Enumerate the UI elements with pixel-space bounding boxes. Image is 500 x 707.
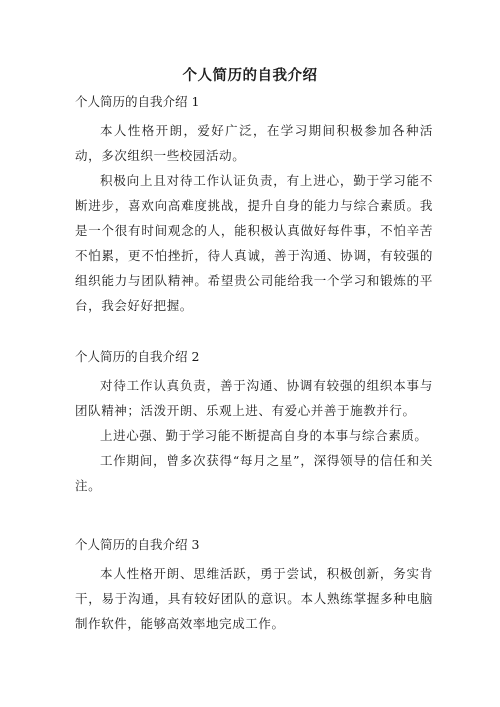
- paragraph: 本人性格开朗、思维活跃，勇于尝试，积极创新，务实肯干，易于沟通，具有较好团队的意识。本人熟练掌握多种电脑制作软件，能够高效率地完成工作。: [75, 566, 433, 631]
- section-body: [75, 561, 433, 636]
- paragraph: 上进心强、勤于学习能不断提高自身的本事与综合素质。: [100, 428, 428, 443]
- section-2: [75, 348, 433, 498]
- section-heading: 个人简历的自我介绍 3: [75, 537, 200, 552]
- section-body: [75, 118, 433, 318]
- section-body: [75, 373, 433, 498]
- paragraph: 积极向上且对待工作认证负责，有上进心，勤于学习能不断进步，喜欢向高难度挑战，提升自身的能力与综合素质。我是一个很有时间观念的人，能积极认真做好每件事，不怕辛苦不怕累，更不怕挫折，待人真诚，善于沟通、协调，有较强的组织能力与团队精神。希望贵公司能给我一个学习和锻炼的平台，我会好好把握。: [75, 173, 433, 313]
- section-heading: 个人简历的自我介绍 1: [75, 94, 200, 109]
- paragraph: 对待工作认真负责，善于沟通、协调有较强的组织本事与团队精神；活泼开朗、乐观上进、有爱心并善于施教并行。: [75, 378, 433, 418]
- document-title: 个人简历的自我介绍: [182, 67, 318, 84]
- section-1: [75, 93, 433, 318]
- section-3: [75, 536, 433, 636]
- paragraph: 工作期间，曾多次获得“每月之星”，深得领导的信任和关注。: [75, 453, 433, 493]
- paragraph: 本人性格开朗，爱好广泛，在学习期间积极参加各种活动，多次组织一些校园活动。: [75, 123, 433, 163]
- section-heading: 个人简历的自我介绍 2: [75, 349, 200, 364]
